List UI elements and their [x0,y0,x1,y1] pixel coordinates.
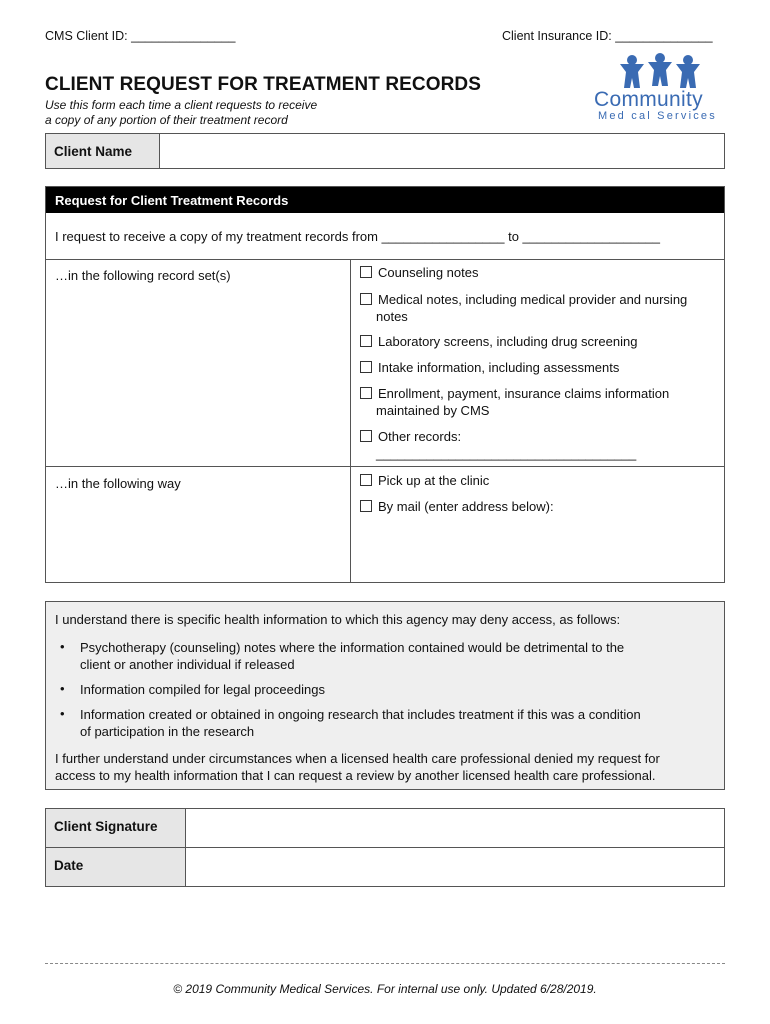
signature-section [45,808,725,887]
record-option-intake[interactable] [360,359,720,376]
checkbox-icon[interactable] [360,266,372,278]
checkbox-icon[interactable] [360,293,372,305]
checkbox-icon[interactable] [360,335,372,347]
option-label-cont: maintained by CMS [376,403,490,418]
client-signature-label: Client Signature [46,809,186,847]
record-option-other[interactable] [360,428,720,462]
community-medical-services-logo [588,52,728,124]
date-field[interactable] [187,848,724,886]
divider [46,466,724,467]
bullet-line: client or another individual if released [80,657,295,672]
request-section [45,186,725,583]
bullet-icon: • [60,706,65,721]
people-icon [588,52,728,92]
bullet-line: Information created or obtained in ongoing research that includes treatment if this was a condition [80,707,641,722]
notice-bullet [80,681,700,698]
client-name-label: Client Name [46,134,160,168]
way-option-pickup[interactable] [360,472,720,489]
cms-client-id-field[interactable]: CMS Client ID: _______________ [45,29,236,43]
notice-intro: I understand there is specific health information to which this agency may deny access, as follows: [55,612,621,627]
record-option-laboratory[interactable] [360,333,720,350]
checkbox-icon[interactable] [360,500,372,512]
client-signature-field[interactable] [187,809,724,847]
request-heading: Request for Client Treatment Records [46,187,724,213]
footer-divider [45,963,725,964]
checkbox-icon[interactable] [360,387,372,399]
bullet-icon: • [60,639,65,654]
option-label: Other records: [378,429,462,444]
notice-closing [55,750,717,784]
other-records-field[interactable]: ____________________________________ [376,446,637,461]
option-label: Medical notes, including medical provider and nursing [378,292,688,307]
checkbox-icon[interactable] [360,474,372,486]
option-label: Laboratory screens, including drug screening [378,334,638,349]
option-label: Pick up at the clinic [378,473,490,488]
page-subtitle [45,98,375,128]
footer-text: © 2019 Community Medical Services. For internal use only. Updated 6/28/2019. [173,982,597,996]
checkbox-icon[interactable] [360,430,372,442]
client-name-input[interactable] [161,134,724,168]
option-label: By mail (enter address below): [378,499,554,514]
closing-line: I further understand under circumstances when a licensed health care professional denied my request for [55,751,660,766]
record-option-counseling[interactable] [360,264,720,281]
logo-wordmark: Community [594,88,703,111]
record-option-medical[interactable] [360,291,720,325]
subtitle-line: Use this form each time a client requests to receive [45,98,318,112]
page-title: CLIENT REQUEST FOR TREATMENT RECORDS [45,74,482,95]
record-option-enrollment[interactable] [360,385,720,419]
option-label-cont: notes [376,309,408,324]
notice-bullet [80,706,700,740]
delivery-way-label: …in the following way [55,476,181,491]
notice-bullet [80,639,700,673]
client-name-row [45,133,725,169]
option-label: Counseling notes [378,265,479,280]
subtitle-line: a copy of any portion of their treatment record [45,113,288,127]
column-divider [350,259,351,582]
record-set-label: …in the following record set(s) [55,268,231,283]
divider [46,259,724,260]
closing-line: access to my health information that I can request a review by another licensed health care professional. [55,768,656,783]
bullet-icon: • [60,681,65,696]
bullet-line: Information compiled for legal proceedings [80,682,325,697]
logo-subtitle: Med cal Services [598,110,717,122]
request-date-range-line[interactable]: I request to receive a copy of my treatment records from _________________ to ___________________ [55,229,660,244]
date-label: Date [46,848,186,886]
way-option-mail[interactable] [360,498,720,515]
checkbox-icon[interactable] [360,361,372,373]
bullet-line: Psychotherapy (counseling) notes where the information contained would be detrimental to the [80,640,625,655]
bullet-line: of participation in the research [80,724,255,739]
option-label: Enrollment, payment, insurance claims information [378,386,670,401]
access-denial-notice [45,601,725,790]
client-insurance-id-field[interactable]: Client Insurance ID: ______________ [502,29,713,43]
option-label: Intake information, including assessments [378,360,620,375]
